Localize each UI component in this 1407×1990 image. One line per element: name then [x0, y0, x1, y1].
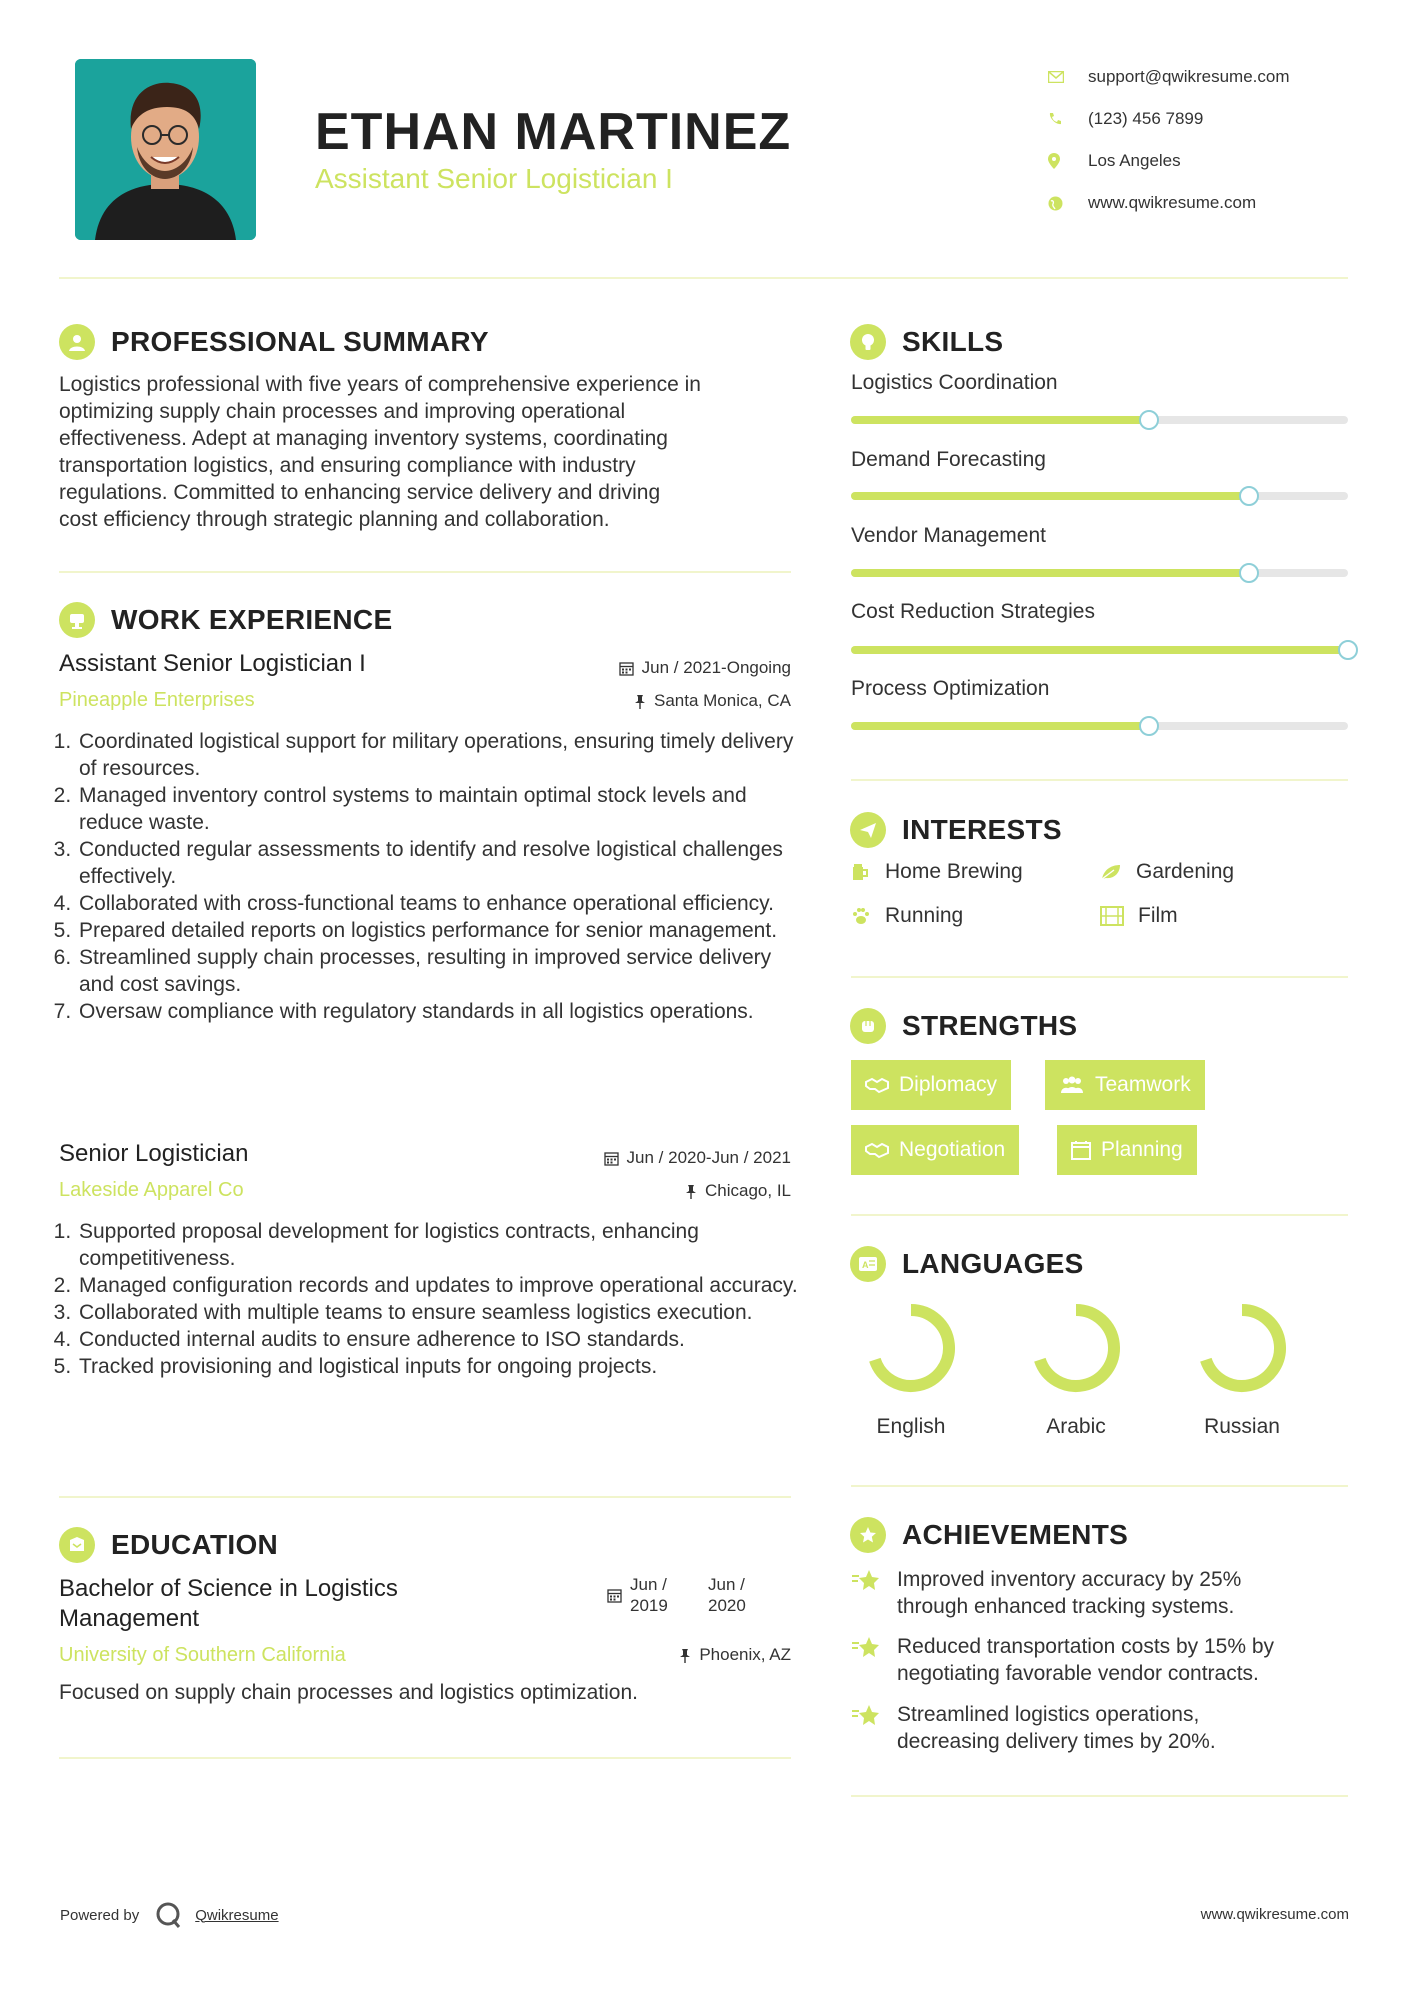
- skill-bar-knob: [1239, 563, 1259, 583]
- calendar-icon: [607, 1588, 622, 1603]
- summary-line: cost efficiency through strategic planning and collaboration.: [59, 508, 610, 531]
- email-text: support@qwikresume.com: [1088, 67, 1290, 86]
- interest-label: Running: [885, 904, 964, 927]
- education-description: Focused on supply chain processes and logistics optimization.: [59, 1681, 638, 1704]
- location-text: Los Angeles: [1088, 151, 1181, 170]
- candidate-name: ETHAN MARTINEZ: [315, 103, 792, 161]
- interest-item: [1100, 860, 1234, 884]
- skill-bar-fill: [851, 492, 1249, 500]
- strength-chip: [1057, 1125, 1197, 1175]
- list-item: 5. Prepared detailed reports on logistics performance for senior management.: [77, 917, 799, 944]
- interests-heading: [850, 812, 1062, 848]
- company-name: Lakeside Apparel Co: [59, 1179, 244, 1201]
- skill-bar-knob: [1139, 410, 1159, 430]
- leaf-icon: [1100, 863, 1122, 881]
- powered-by-text: Powered by: [60, 1906, 140, 1924]
- languages-heading-text: LANGUAGES: [902, 1248, 1084, 1279]
- achievement-text: [897, 1633, 1274, 1687]
- job-dates-text: Jun / 2020-Jun / 2021: [626, 1148, 791, 1167]
- graduation-cap-icon: [59, 1527, 95, 1563]
- list-item: 2. Managed inventory control systems to maintain optimal stock levels and reduce waste.: [77, 782, 799, 836]
- achievement-item: [851, 1633, 1274, 1687]
- handshake-icon: [865, 1076, 889, 1094]
- achievement-line: decreasing delivery times by 20%.: [897, 1730, 1216, 1753]
- education-heading: [59, 1527, 278, 1563]
- list-item: 6. Streamlined supply chain processes, resulting in improved service delivery and cost savings.: [77, 944, 799, 998]
- contact-block: [1048, 56, 1290, 224]
- skill-name: Process Optimization: [851, 677, 1050, 700]
- section-divider: [851, 1795, 1348, 1797]
- interest-item: [1100, 904, 1178, 928]
- list-item: 5. Tracked provisioning and logistical inputs for ongoing projects.: [77, 1353, 799, 1380]
- skill-bar-knob: [1338, 640, 1358, 660]
- film-icon: [1100, 906, 1124, 926]
- skill-bar: [851, 722, 1348, 730]
- start-date-line: Jun /: [630, 1575, 667, 1594]
- shooting-star-icon: [851, 1568, 883, 1594]
- paw-icon: [851, 906, 871, 926]
- candidate-title: Assistant Senior Logistician I: [315, 163, 673, 194]
- globe-icon: [1048, 196, 1088, 211]
- achievement-text: [897, 1701, 1216, 1755]
- job-dates: [500, 1148, 791, 1168]
- experience-heading-text: WORK EXPERIENCE: [111, 604, 393, 635]
- summary-line: effectiveness. Adept at managing inventory systems, coordinating: [59, 427, 668, 450]
- strength-chip: [851, 1060, 1011, 1110]
- strength-chip: [1045, 1060, 1205, 1110]
- list-item: 4. Conducted internal audits to ensure adherence to ISO standards.: [77, 1326, 799, 1353]
- summary-heading-text: PROFESSIONAL SUMMARY: [111, 326, 489, 357]
- calendar-icon: [1071, 1140, 1091, 1160]
- skill-bar: [851, 492, 1348, 500]
- language-icon: [850, 1246, 886, 1282]
- skill-name: Vendor Management: [851, 524, 1046, 547]
- start-date: [630, 1574, 708, 1616]
- language-rings: [851, 1298, 1348, 1398]
- website-text: www.qwikresume.com: [1088, 193, 1257, 212]
- footer-website[interactable]: www.qwikresume.com: [1200, 1906, 1349, 1923]
- footer-branding: [60, 1900, 279, 1930]
- person-illustration: [75, 59, 256, 240]
- achievement-text: [897, 1566, 1241, 1620]
- list-item: 3. Collaborated with multiple teams to ensure seamless logistics execution.: [77, 1299, 799, 1326]
- education-location-text: Phoenix, AZ: [699, 1645, 791, 1664]
- skill-bar-fill: [851, 646, 1348, 654]
- job-location: [500, 1181, 791, 1201]
- paper-plane-icon: [850, 812, 886, 848]
- achievement-line: Streamlined logistics operations,: [897, 1703, 1200, 1726]
- contact-location: [1048, 140, 1290, 182]
- calendar-icon: [619, 661, 634, 676]
- skills-heading-text: SKILLS: [902, 326, 1004, 357]
- profile-photo: [75, 59, 256, 240]
- language-label: Arabic: [1046, 1415, 1106, 1438]
- job-responsibilities: [59, 728, 799, 1025]
- strengths-heading-text: STRENGTHS: [902, 1010, 1078, 1041]
- shooting-star-icon: [851, 1635, 883, 1661]
- achievement-line: Reduced transportation costs by 15% by: [897, 1635, 1275, 1658]
- strength-label: Planning: [1101, 1138, 1183, 1161]
- section-divider: [851, 1214, 1348, 1216]
- team-icon: [1059, 1076, 1085, 1094]
- job-title: Senior Logistician: [59, 1140, 249, 1167]
- strength-label: Negotiation: [899, 1138, 1006, 1161]
- section-divider: [851, 779, 1348, 781]
- education-location: [500, 1645, 791, 1665]
- skill-bar: [851, 646, 1348, 654]
- job-title: Assistant Senior Logistician I: [59, 650, 366, 677]
- end-date: [708, 1574, 746, 1616]
- languages-heading: [850, 1246, 1084, 1282]
- summary-text: [59, 371, 799, 533]
- lightbulb-icon: [850, 324, 886, 360]
- end-date-line: Jun /: [708, 1575, 745, 1594]
- interest-label: Film: [1138, 904, 1178, 927]
- qwikresume-logo-icon: [153, 1900, 183, 1930]
- achievement-item: [851, 1566, 1241, 1620]
- interest-item: [851, 904, 963, 928]
- skill-bar-knob: [1139, 716, 1159, 736]
- job-dates-text: Jun / 2021-Ongoing: [641, 658, 791, 677]
- experience-heading: [59, 602, 392, 638]
- envelope-icon: [1048, 71, 1088, 83]
- pushpin-icon: [685, 1184, 697, 1199]
- contact-phone[interactable]: [1048, 98, 1290, 140]
- job-dates: [500, 658, 791, 678]
- calendar-icon: [604, 1151, 619, 1166]
- skill-bar: [851, 569, 1348, 577]
- phone-text: (123) 456 7899: [1088, 109, 1204, 128]
- interest-label: Home Brewing: [885, 860, 1023, 883]
- svg-text:A: A: [862, 1260, 869, 1270]
- beer-icon: [851, 862, 871, 882]
- summary-heading: [59, 324, 489, 360]
- list-item: 1. Supported proposal development for logistics contracts, enhancing competitiveness.: [77, 1218, 799, 1272]
- interest-label: Gardening: [1136, 860, 1235, 883]
- map-pin-icon: [1048, 153, 1088, 169]
- company-name: Pineapple Enterprises: [59, 689, 255, 711]
- list-item: 7. Oversaw compliance with regulatory standards in all logistics operations.: [77, 998, 799, 1025]
- list-item: 1. Coordinated logistical support for military operations, ensuring timely delivery of resources.: [77, 728, 799, 782]
- end-date-line: 2020: [708, 1596, 746, 1615]
- education-dates: [607, 1574, 746, 1616]
- strength-label: Teamwork: [1095, 1073, 1191, 1096]
- strengths-heading: [850, 1008, 1077, 1044]
- achievement-line: Improved inventory accuracy by 25%: [897, 1568, 1242, 1591]
- summary-line: transportation logistics, and ensuring compliance with industry: [59, 454, 636, 477]
- achievement-item: [851, 1701, 1216, 1755]
- skill-name: Demand Forecasting: [851, 448, 1046, 471]
- phone-icon: [1048, 112, 1088, 126]
- pushpin-icon: [679, 1648, 691, 1663]
- skill-bar-knob: [1239, 486, 1259, 506]
- degree-title: [59, 1574, 398, 1634]
- list-item: 3. Conducted regular assessments to identify and resolve logistical challenges effectively.: [77, 836, 799, 890]
- school-name: University of Southern California: [59, 1644, 346, 1666]
- list-item: 4. Collaborated with cross-functional teams to enhance operational efficiency.: [77, 890, 799, 917]
- strength-label: Diplomacy: [899, 1073, 998, 1096]
- interest-item: [851, 860, 1023, 884]
- qwikresume-link[interactable]: Qwikresume: [195, 1906, 279, 1924]
- summary-line: regulations. Committed to enhancing service delivery and driving: [59, 481, 661, 504]
- skill-bar-fill: [851, 416, 1149, 424]
- section-divider: [851, 976, 1348, 978]
- education-heading-text: EDUCATION: [111, 1529, 279, 1560]
- contact-email[interactable]: [1048, 56, 1290, 98]
- job-location: [500, 691, 791, 711]
- summary-line: Logistics professional with five years of comprehensive experience in: [59, 373, 701, 396]
- skill-name: Cost Reduction Strategies: [851, 600, 1095, 623]
- star-badge-icon: [850, 1517, 886, 1553]
- skill-bar-fill: [851, 722, 1149, 730]
- language-label: English: [876, 1415, 946, 1438]
- fist-icon: [850, 1008, 886, 1044]
- section-divider: [59, 1757, 791, 1759]
- achievement-line: through enhanced tracking systems.: [897, 1595, 1235, 1618]
- skills-heading: [850, 324, 1003, 360]
- job-location-text: Chicago, IL: [705, 1181, 791, 1200]
- achievements-heading-text: ACHIEVEMENTS: [902, 1519, 1129, 1550]
- skill-bar-fill: [851, 569, 1249, 577]
- skill-name: Logistics Coordination: [851, 371, 1058, 394]
- shooting-star-icon: [851, 1703, 883, 1729]
- pushpin-icon: [634, 694, 646, 709]
- strength-chip: [851, 1125, 1019, 1175]
- section-divider: [59, 571, 791, 573]
- degree-line: Bachelor of Science in Logistics: [59, 1575, 398, 1602]
- skill-bar: [851, 416, 1348, 424]
- header-divider: [59, 277, 1348, 279]
- achievement-line: negotiating favorable vendor contracts.: [897, 1662, 1259, 1685]
- summary-line: optimizing supply chain processes and improving operational: [59, 400, 626, 423]
- degree-line: Management: [59, 1605, 200, 1632]
- job-responsibilities: [59, 1218, 799, 1380]
- start-date-line: 2019: [630, 1596, 668, 1615]
- achievements-heading: [850, 1517, 1128, 1553]
- list-item: 2. Managed configuration records and updates to improve operational accuracy.: [77, 1272, 799, 1299]
- interests-heading-text: INTERESTS: [902, 814, 1062, 845]
- briefcase-icon: [59, 602, 95, 638]
- contact-website[interactable]: [1048, 182, 1290, 224]
- language-label: Russian: [1204, 1415, 1280, 1438]
- job-location-text: Santa Monica, CA: [653, 691, 791, 710]
- user-icon: [59, 324, 95, 360]
- handshake-icon: [865, 1141, 889, 1159]
- section-divider: [851, 1485, 1348, 1487]
- section-divider: [59, 1496, 791, 1498]
